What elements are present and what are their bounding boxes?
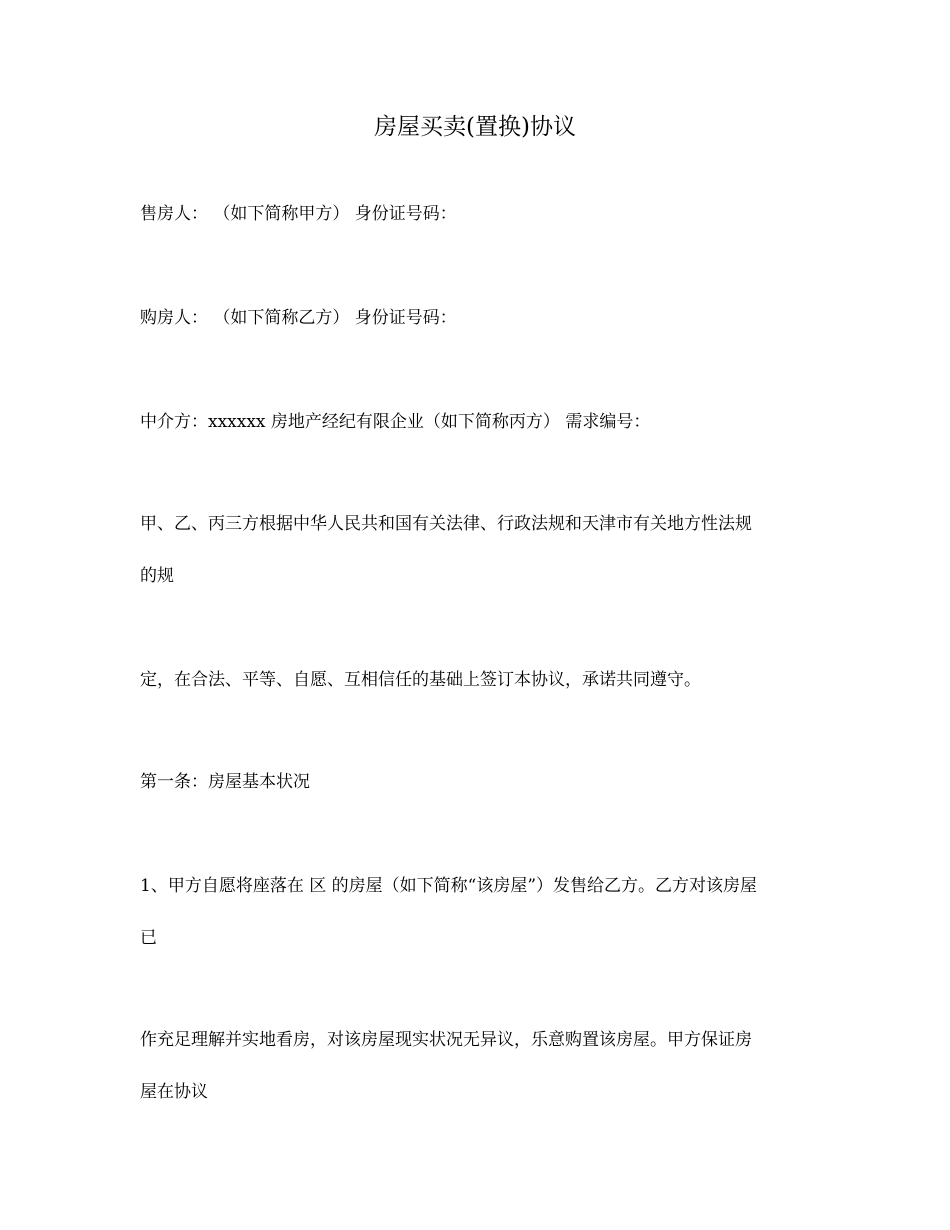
document-title: 房屋买卖(置换)协议 [374, 114, 576, 140]
paragraph-line: 已 [140, 928, 157, 948]
buyer-line: 购房人： （如下简称乙方） 身份证号码： [140, 308, 457, 328]
paragraph-line: 定，在合法、平等、自愿、互相信任的基础上签订本协议，承诺共同遵守。 [140, 670, 701, 690]
paragraph-line: 甲、乙、丙三方根据中华人民共和国有关法律、行政法规和天津市有关地方性法规 [140, 514, 752, 534]
section-heading: 第一条：房屋基本状况 [140, 772, 310, 792]
paragraph-line: 屋在协议 [140, 1082, 208, 1102]
seller-line: 售房人： （如下简称甲方） 身份证号码： [140, 204, 457, 224]
paragraph-line: 作充足理解并实地看房，对该房屋现实状况无异议，乐意购置该房屋。甲方保证房 [140, 1030, 752, 1050]
paragraph-line: 1、甲方自愿将座落在 区 的房屋（如下简称“该房屋”）发售给乙方。乙方对该房屋 [140, 876, 758, 896]
agent-line: 中介方：xxxxxx 房地产经纪有限企业（如下简称丙方） 需求编号： [140, 412, 651, 432]
paragraph-line: 的规 [140, 566, 174, 586]
